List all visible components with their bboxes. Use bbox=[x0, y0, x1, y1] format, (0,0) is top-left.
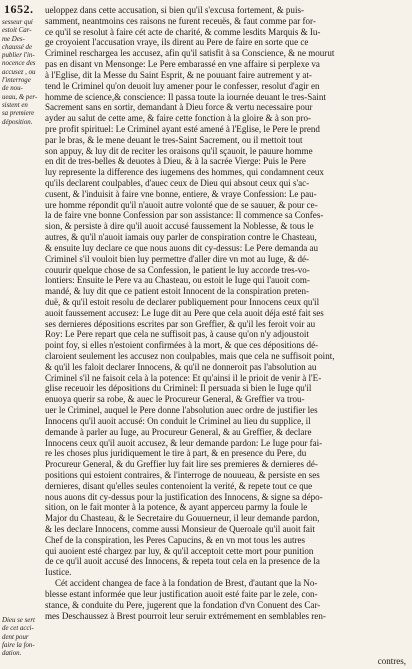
text-line: & ensuite luy declare ce que nous auons dit cy-dessus: Le Pere demanda au bbox=[45, 242, 319, 253]
text-line: auoit faussement accusez: Le Iuge dit au Pere que cela auoit déja esté fait ses bbox=[45, 307, 324, 318]
text-line: ayder au salut de cette ame, & faire cette fonction à la gloire & à son pro- bbox=[45, 113, 312, 124]
text-line: luy represente la difference des iugemens des hommes, qui condamnent ceux bbox=[45, 167, 324, 178]
text-line: enuoya querir sa robe, & auec le Procureur General, & Greffier va trou- bbox=[45, 394, 305, 405]
text-line: nous auons dit cy-dessus pour la justification des Innocens, & signe sa dépo- bbox=[45, 491, 323, 502]
text-line: claroient seulement les accusez non coulpables, mais que cela ne suffisoit point, bbox=[45, 351, 335, 361]
text-line: autres, & qu'il n'auoit iamais ouy parler de conspiration contre le Chasteau, bbox=[45, 232, 317, 243]
text-line: & les declare Innocens, comme aussi Monsieur de Queroale qu'il auoit fait bbox=[45, 524, 315, 534]
text-line: mes Deschaussez à Brest pourroit leur seruir extrémement en semblables ren- bbox=[45, 610, 326, 621]
margin-note-line: me Des- bbox=[2, 35, 25, 43]
margin-note-line: déposition. bbox=[2, 118, 33, 126]
text-line: Criminel s'il ne faisoit cela à la potence: Et qu'ainsi il le prioit de venir à l'E- bbox=[45, 372, 322, 383]
text-line: cusent, & l'induisit à faire vne bonne, entiere, & vraye Confession: Le pau- bbox=[45, 188, 317, 199]
margin-note-line: estoit Car- bbox=[2, 27, 32, 35]
page-number: 1652. bbox=[4, 2, 34, 16]
text-line: à l'Eglise, dit la Messe du Saint Esprit, & ne pouuant faire autrement y at- bbox=[45, 69, 312, 80]
text-line: qu'ils declarent coulpables, d'auec ceux de Dieu qui absout ceux qui s'ac- bbox=[45, 178, 310, 188]
margin-note-line: dent pour bbox=[2, 633, 29, 641]
text-line: demande à parler au Iuge, au Procureur General, & au Greffier, & declare bbox=[45, 426, 312, 437]
text-line: re les choses plus juridiquement le tire à part, & en presence du Pere, du bbox=[45, 448, 307, 459]
margin-note-line: sa premiere bbox=[2, 110, 35, 118]
text-line: Procureur General, & du Greffier luy fait lire ses premieres & dernieres dé- bbox=[45, 459, 318, 470]
text-line: dernieres, disant qu'elles seules contenoient la verité, & repete tout ce que bbox=[45, 480, 313, 491]
text-line: en dit de tres-belles & deuotes à Dieu, & à la sacrée Vierge: Puis le Pere bbox=[45, 156, 306, 167]
text-line: Iustice. bbox=[45, 567, 72, 578]
text-line: ce qu'il se resolut à faire cét acte de charité, & comme lesdits Marquis & Iu- bbox=[45, 26, 321, 37]
margin-note-line: de nou- bbox=[2, 85, 23, 93]
text-line: uer le Criminel, auquel le Pere donne l'absolution auec ordre de justifier les bbox=[45, 405, 318, 416]
text-line: ueloppez dans cette accusation, si bien qu'il s'excusa fortement, & puis- bbox=[45, 5, 305, 15]
margin-note-line: accusez , ou bbox=[2, 68, 36, 76]
text-line: samment, neantmoins ces raisons ne furent receuës, & faut comme par for- bbox=[45, 15, 316, 26]
text-line: lontiers: Ensuite le Pere va au Chasteau, ou estoit le Iuge qui l'auoit com- bbox=[45, 275, 310, 286]
text-line: Criminel s'il vouloit bien luy permettre d'aller dire vn mot au Iuge, & dé- bbox=[45, 253, 310, 264]
margin-note-line: sesseur qui bbox=[2, 19, 33, 26]
margin-note-line: de cet acci- bbox=[2, 625, 34, 633]
margin-note-line: faire la fon- bbox=[2, 641, 35, 649]
text-line: point foy, si elles n'estoient confirmées à la mort, & que ces dépositions dé- bbox=[45, 340, 319, 351]
text-line: homme de science,& conscience: Il passa toute la iournée deuant le tres-Saint bbox=[45, 91, 326, 102]
margin-note-line: nocence des bbox=[2, 60, 36, 68]
margin-note-line: publier l'in- bbox=[2, 52, 35, 60]
text-line: par le bras, & le mene deuant le tres-Saint Sacrement, ou il mettoit tout bbox=[45, 134, 303, 145]
text-line: glise receuoir les dépositions du Criminel: Il persuada si bien le Iuge qu'il bbox=[45, 383, 312, 394]
margin-note-2 bbox=[2, 617, 42, 658]
text-line: pas en disant vn Mensonge: Le Pere embarassé en vne affaire si perplexe va bbox=[45, 59, 320, 70]
text-line: sition, on le fait monter à la potence, & ayant apperceu parmy la foule le bbox=[45, 502, 308, 513]
text-line: ure homme répondit qu'il n'auoit autre volonté que de se sauuer, & pour ce- bbox=[45, 199, 318, 210]
text-line: Roy: Le Pere repart que cela ne suffisoit pas, à cause qu'on n'y adjoustoit bbox=[45, 329, 309, 340]
text-line: sion, & persiste à dire qu'il auoit accusé faussement la Noblesse, & tous le bbox=[45, 221, 314, 232]
margin-note-line: dation. bbox=[2, 650, 22, 658]
text-line: duë, & qu'il estoit resolu de declarer publiquement pour Innocens ceux qu'il bbox=[45, 296, 320, 307]
text-line: mandé, & luy dit que ce patient estoit Innocent de la conspiration preten- bbox=[45, 286, 310, 297]
text-line: Chef de la conspiration, les Peres Capucins, & en vn mot tous les autres bbox=[45, 534, 306, 545]
catchword: contres, bbox=[377, 656, 406, 666]
margin-note-line: chaussé de bbox=[2, 43, 33, 51]
text-line: ge croyoient l'accusation vraye, ils dirent au Pere de faire en sorte que ce bbox=[45, 37, 309, 48]
body-text bbox=[45, 5, 408, 621]
text-line: son appuy, & luy dit de reciter les oraisons qu'il sçauoit, le pauure homme bbox=[45, 145, 313, 156]
text-line: Innocens ceux qu'il auoit accusez, & leur demande pardon: Le Iuge pour fai- bbox=[45, 437, 323, 448]
text-line: Major du Chasteau, & le Secretaire du Gouuerneur, il leur demande pardon, bbox=[45, 513, 320, 524]
text-line: la de faire vne bonne Confession par son assistance: Il commence sa Confes- bbox=[45, 210, 324, 221]
text-line: ses dernieres dépositions escrites par son Greffier, & qu'il les feroit voir au bbox=[45, 318, 316, 329]
text-line: blesse estant informée que leur justification auoit esté faite par le zele, con- bbox=[45, 588, 318, 599]
text-line: Cét accident changea de face à la fondation de Brest, d'autant que la No- bbox=[55, 578, 318, 589]
margin-note-line: ueau, & per- bbox=[2, 93, 38, 101]
text-line: de ce qu'il auoit accusé des Innocens, & repeta tout cela en la presence de la bbox=[45, 556, 320, 567]
text-line: qui auoient esté chargez par luy, & qu'il acceptoit cette mort pour punition bbox=[45, 545, 314, 556]
text-line: tend le Criminel qu'on deuoit luy amener pour le confesser, resolut d'agir en bbox=[45, 80, 320, 91]
text-line: Criminel reschargea les accusez, afin qu'il satisfit à sa Conscience, & ne mourut bbox=[45, 48, 335, 59]
margin-note-line: l'interroge bbox=[2, 77, 31, 85]
margin-note-line: Dieu se sert bbox=[2, 617, 35, 624]
margin-note-1 bbox=[2, 19, 42, 127]
text-line: & qu'il les faloit declarer Innocens, & qu'il ne donneroit pas l'absolution au bbox=[45, 361, 317, 372]
text-line: pre profit spirituel: Le Criminel ayant esté amené à l'Eglise, le Pere le prend bbox=[45, 123, 320, 134]
text-line: Sacrement sans en sortir, demandant à Dieu force & vertu necessaire pour bbox=[45, 102, 313, 113]
text-line: stance, & conduite du Pere, jugerent que la fondation d'vn Conuent des Car- bbox=[45, 599, 321, 610]
text-line: positions qui estoient contraires, & l'interroge de nouueau, & persiste en ses bbox=[45, 469, 320, 480]
text-line: Innocens qu'il auoit accusé: On conduit le Criminel au lieu du supplice, il bbox=[45, 415, 311, 426]
text-line: couurir quelque chose de sa Confession, le patient le luy accorde tres-vo- bbox=[45, 264, 310, 275]
margin-note-line: sistent en bbox=[2, 101, 28, 109]
